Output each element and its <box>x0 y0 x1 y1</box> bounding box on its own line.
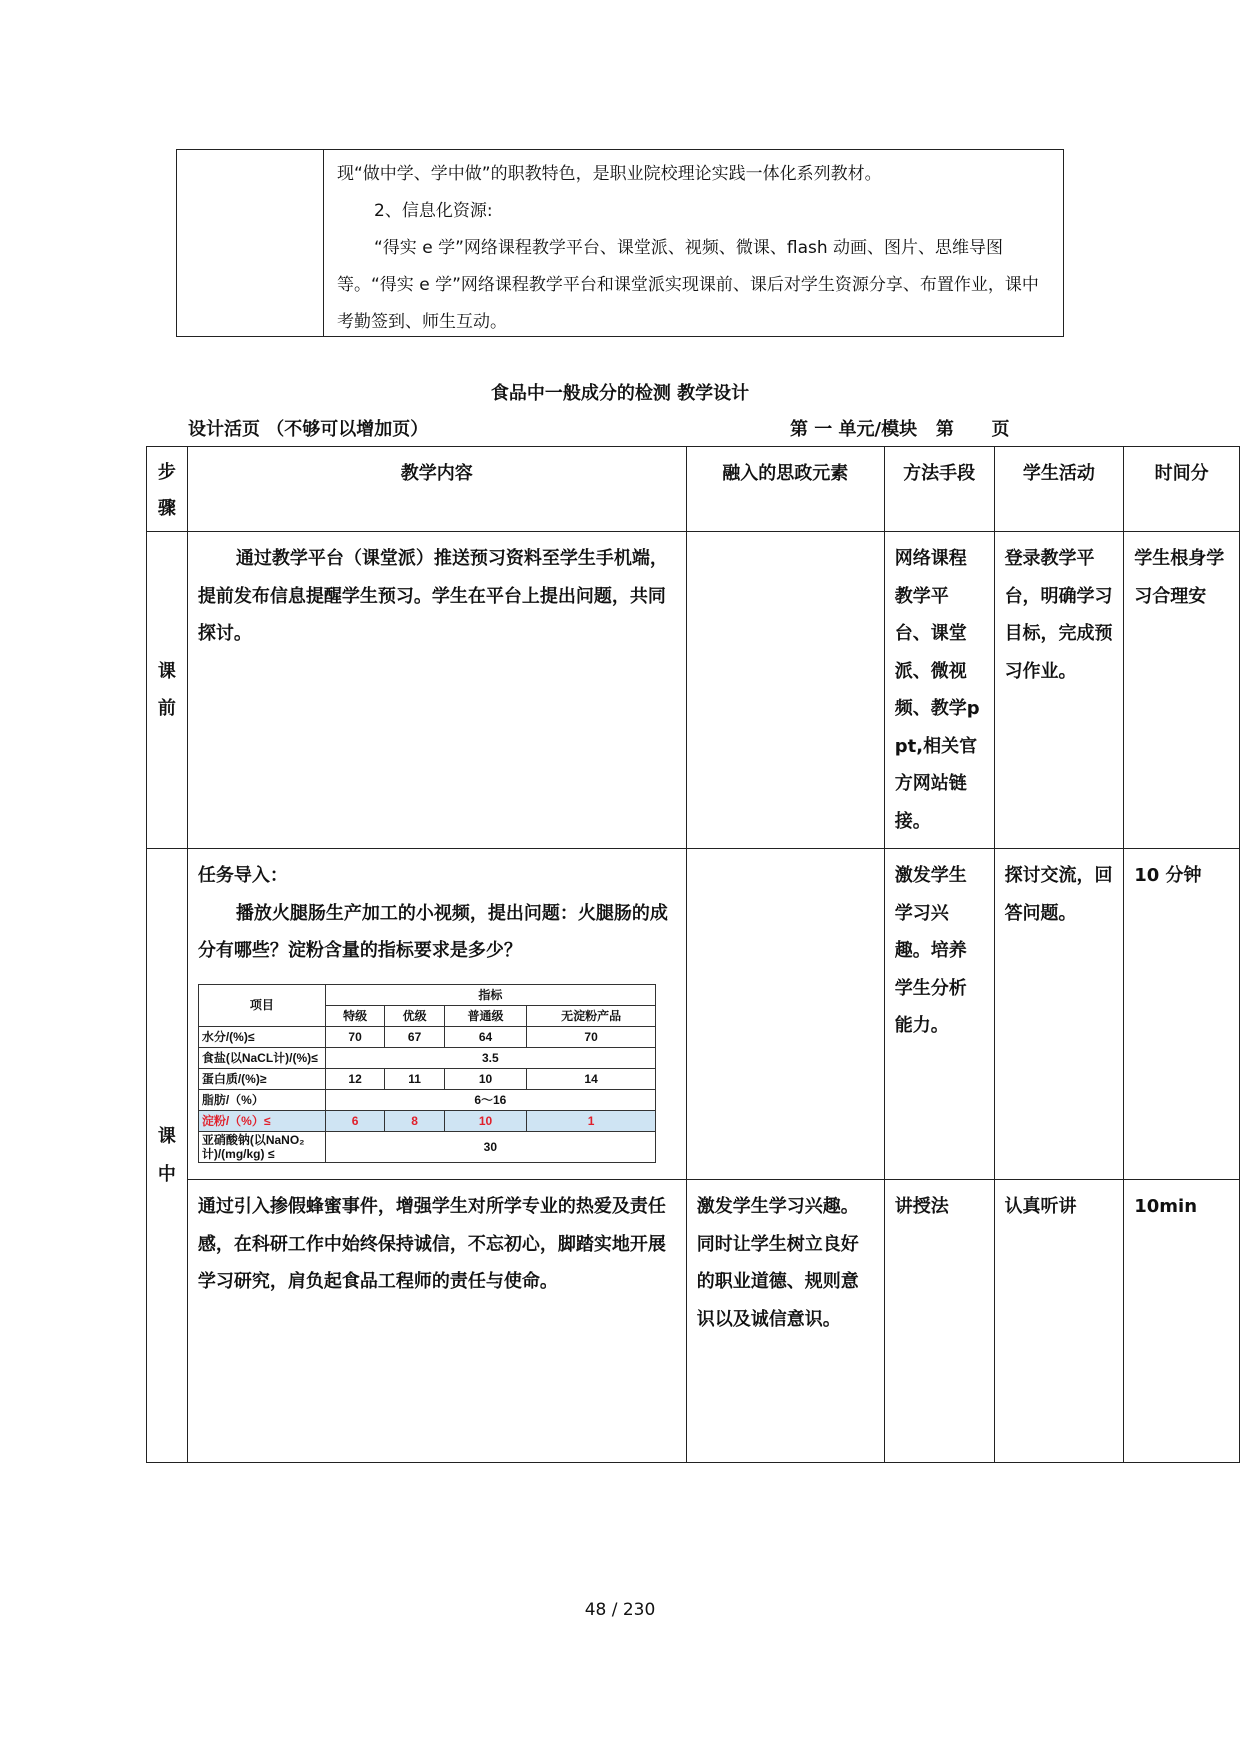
pre-class-content-text: 通过教学平台（课堂派）推送预习资料至学生手机端，提前发布信息提醒学生预习。学生在平台上提出问题，共同探讨。 <box>197 548 668 644</box>
honey-case-time: 10min <box>1124 1180 1240 1463</box>
std-grade: 优级 <box>385 1005 444 1026</box>
page-number: 48 / 230 <box>584 1600 656 1620</box>
std-value: 30 <box>325 1131 655 1162</box>
previous-page-table <box>176 149 1064 337</box>
std-grade: 无淀粉产品 <box>527 1005 656 1026</box>
honey-case-activity: 认真听讲 <box>994 1180 1124 1463</box>
std-value: 10 <box>444 1068 527 1089</box>
header-method: 方法手段 <box>884 447 994 532</box>
std-grade: 特级 <box>325 1005 384 1026</box>
pre-class-time: 学生根身学习合理安 <box>1124 532 1240 849</box>
std-value: 12 <box>325 1068 384 1089</box>
standards-table <box>198 984 656 1163</box>
std-value: 3.5 <box>325 1047 655 1068</box>
std-item: 淀粉/（%）≤ <box>198 1110 325 1131</box>
resources-line: 2、信息化资源: <box>374 201 493 221</box>
std-value: 14 <box>527 1068 656 1089</box>
std-value: 8 <box>385 1110 444 1131</box>
header-ideology: 融入的思政元素 <box>686 447 884 532</box>
std-item: 蛋白质/(%)≥ <box>198 1068 325 1089</box>
std-value: 70 <box>325 1026 384 1047</box>
task-intro-content <box>187 849 686 1180</box>
std-item: 水分/(%)≤ <box>198 1026 325 1047</box>
std-value: 70 <box>527 1026 656 1047</box>
std-value: 11 <box>385 1068 444 1089</box>
resources-line: 现“做中学、学中做”的职教特色，是职业院校理论实践一体化系列教材。 <box>337 164 882 184</box>
pre-class-method: 网络课程教学平台、课堂派、微视频、教学ppt,相关官方网站链接。 <box>884 532 994 849</box>
column-divider <box>323 150 324 336</box>
std-item: 脂肪/（%） <box>198 1089 325 1110</box>
std-value: 10 <box>444 1110 527 1131</box>
task-intro-time: 10 分钟 <box>1124 849 1240 1180</box>
design-sheet-label: 设计活页 （不够可以增加页） <box>188 419 429 440</box>
std-header-item: 项目 <box>198 984 325 1026</box>
std-value: 64 <box>444 1026 527 1047</box>
task-intro-title: 任务导入： <box>197 865 288 886</box>
std-value: 6 <box>325 1110 384 1131</box>
task-intro-method: 激发学生学习兴趣。培养学生分析能力。 <box>884 849 994 1180</box>
std-item: 食盐(以NaCL计)/(%)≤ <box>198 1047 325 1068</box>
std-header-index: 指标 <box>325 984 655 1005</box>
header-step: 步骤 <box>147 447 188 532</box>
teaching-design-table <box>146 446 1240 1463</box>
pre-class-activity: 登录教学平台，明确学习目标，完成预习作业。 <box>994 532 1124 849</box>
task-intro-text: 播放火腿肠生产加工的小视频，提出问题：火腿肠的成分有哪些？淀粉含量的指标要求是多少？ <box>197 902 668 961</box>
pre-class-content <box>187 532 686 849</box>
page-title: 食品中一般成分的检测 教学设计 <box>490 383 750 404</box>
task-intro-ideology <box>686 849 884 1180</box>
honey-case-ideology: 激发学生学习兴趣。同时让学生树立良好的职业道德、规则意识以及诚信意识。 <box>686 1180 884 1463</box>
header-activity: 学生活动 <box>994 447 1124 532</box>
std-grade: 普通级 <box>444 1005 527 1026</box>
pre-class-ideology <box>686 532 884 849</box>
task-intro-activity: 探讨交流，回答问题。 <box>994 849 1124 1180</box>
std-value: 1 <box>527 1110 656 1131</box>
unit-page-label: 第 一 单元/模块 第 页 <box>790 419 1010 440</box>
header-content: 教学内容 <box>187 447 686 532</box>
step-in-class: 课中 <box>147 849 188 1463</box>
std-item: 亚硝酸钠(以NaNO₂计)/(mg/kg) ≤ <box>198 1131 325 1162</box>
honey-case-method: 讲授法 <box>884 1180 994 1463</box>
std-value: 67 <box>385 1026 444 1047</box>
std-value: 6～16 <box>325 1089 655 1110</box>
resources-line: “得实 e 学”网络课程教学平台、课堂派、视频、微课、flash 动画、图片、思维导图等。“得实 e 学”网络课程教学平台和课堂派实现课前、课后对学生资源分享、布置作业，课中考勤签到、师生互动。 <box>337 238 1039 332</box>
header-time: 时间分 <box>1124 447 1240 532</box>
step-pre-class: 课前 <box>147 532 188 849</box>
honey-case-content: 通过引入掺假蜂蜜事件，增强学生对所学专业的热爱及责任感，在科研工作中始终保持诚信，不忘初心，脚踏实地开展学习研究，肩负起食品工程师的责任与使命。 <box>187 1180 686 1463</box>
resources-text <box>337 156 1049 341</box>
